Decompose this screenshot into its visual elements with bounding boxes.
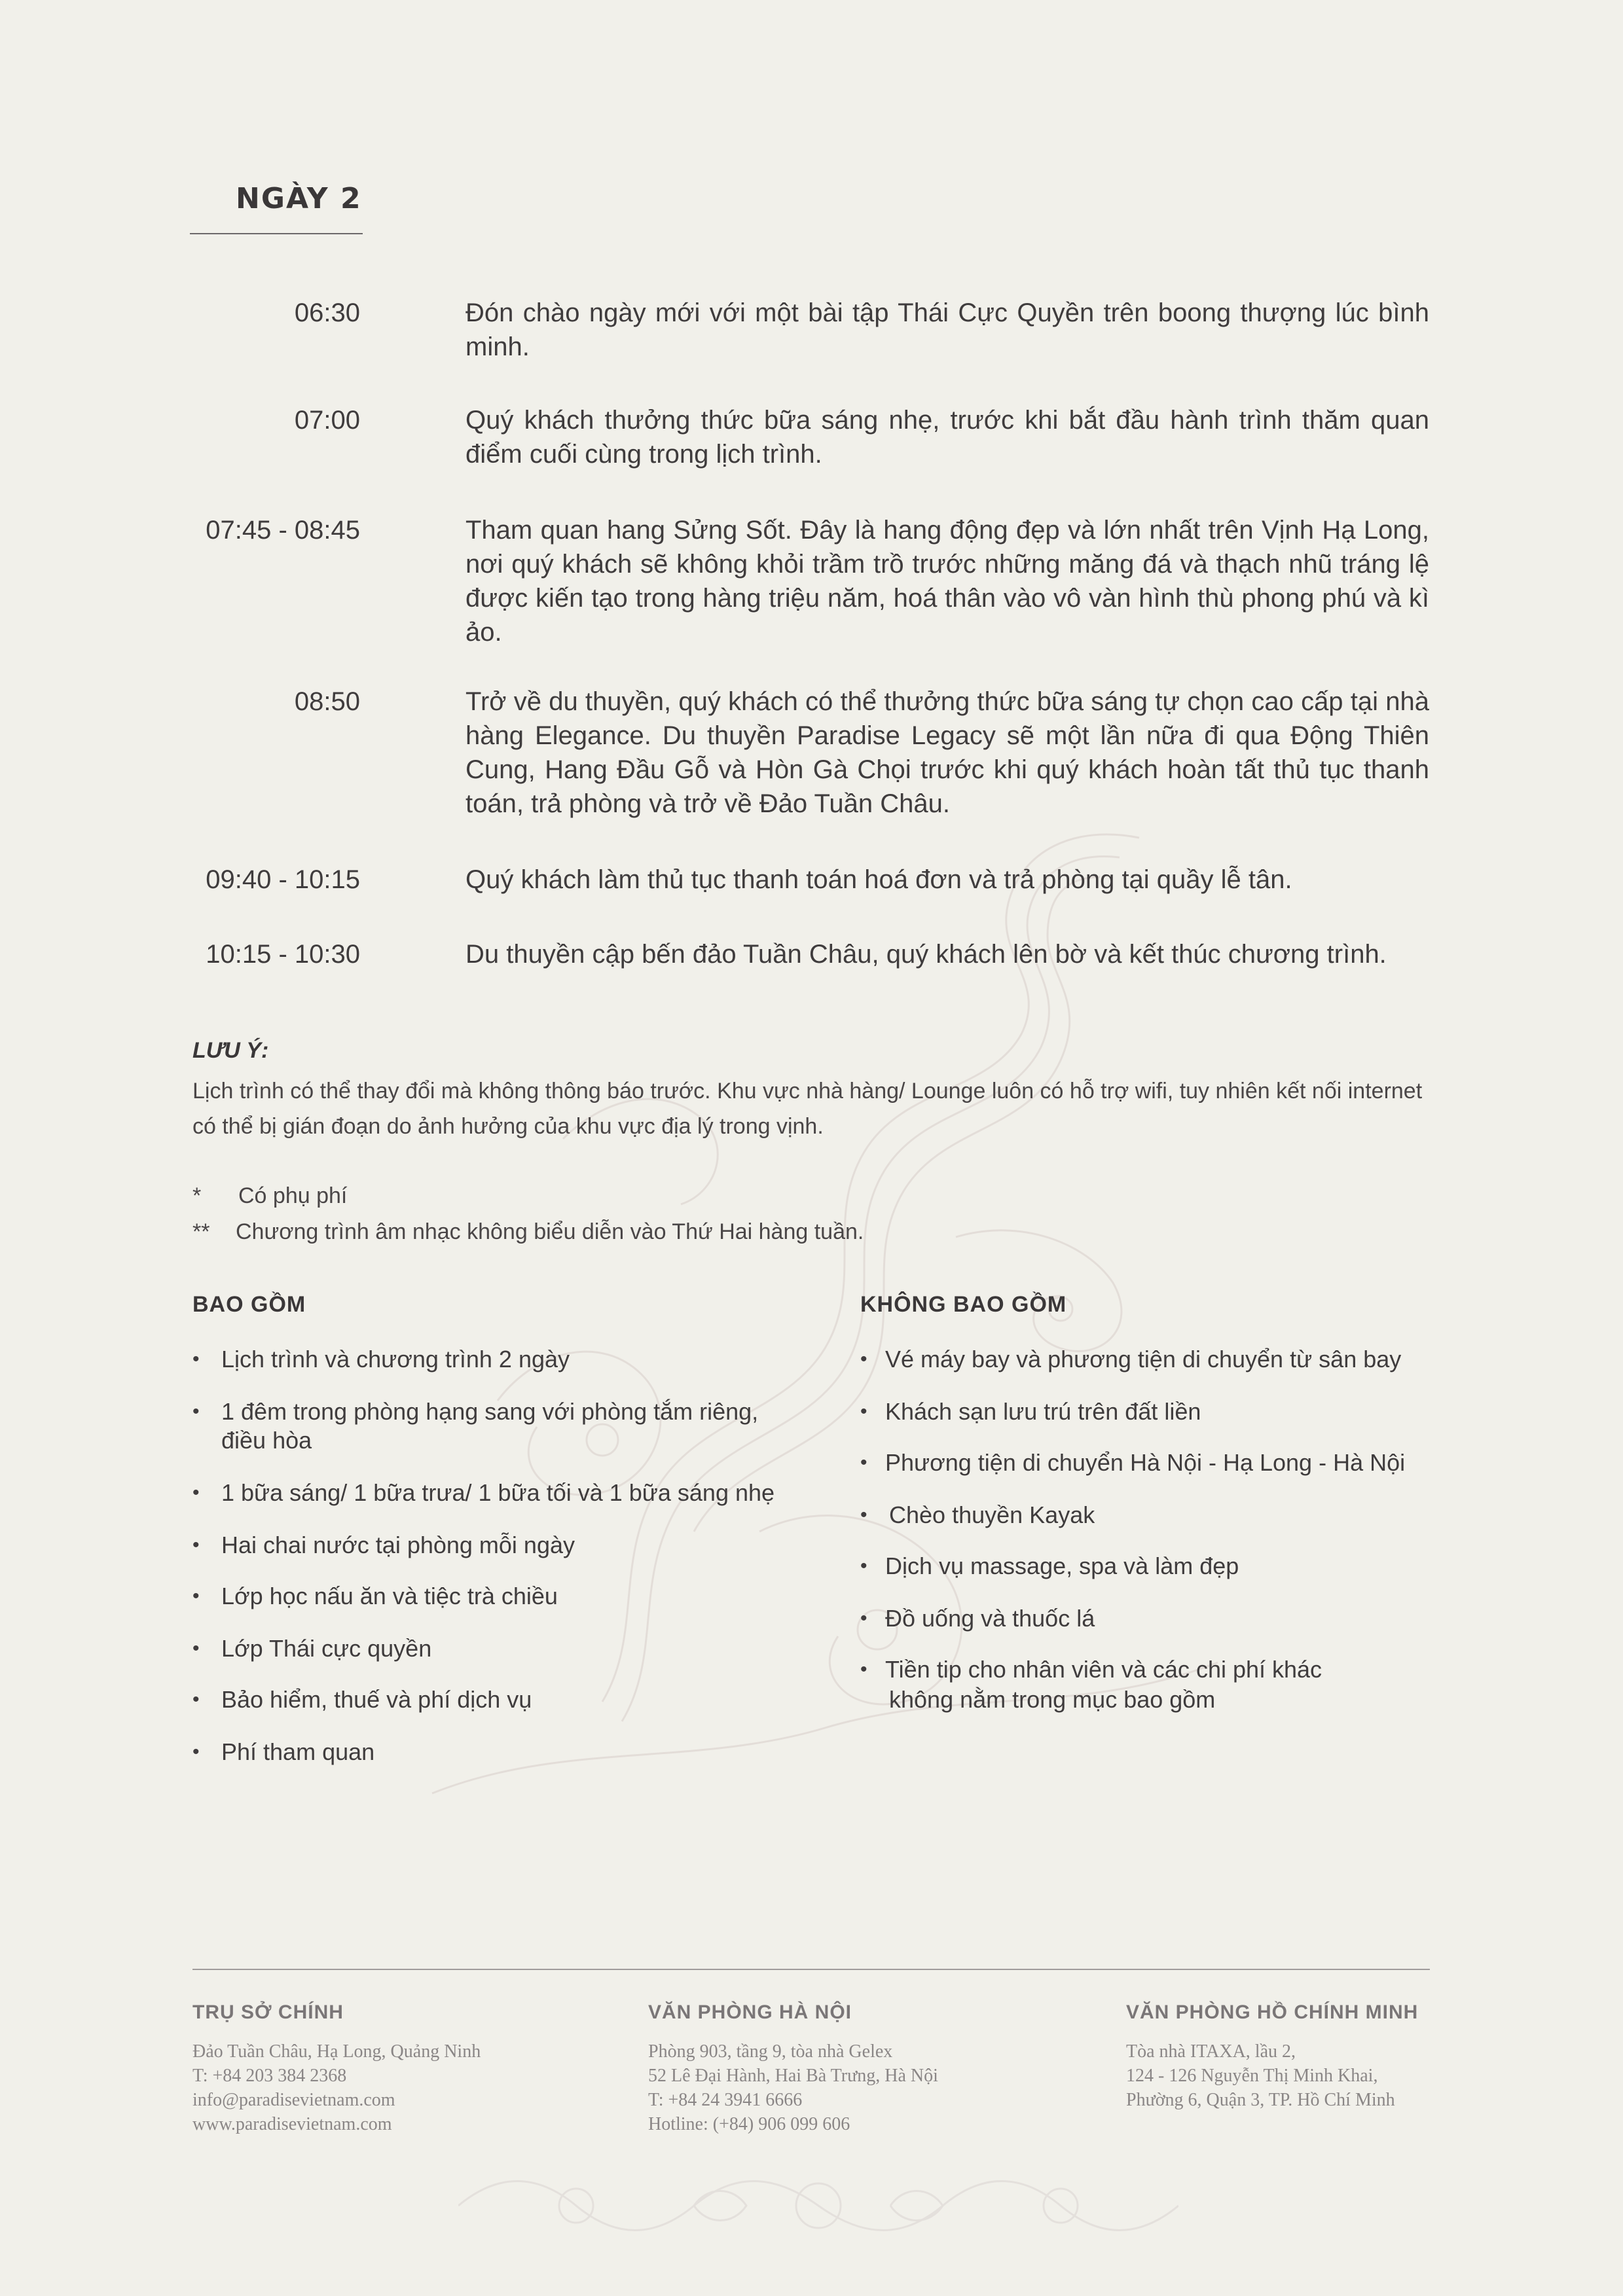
email-link[interactable]: info@paradisevietnam.com bbox=[192, 2090, 395, 2110]
title-divider bbox=[190, 233, 363, 234]
itinerary-page: NGÀY 2 06:30 Đón chào ngày mới với một bài tập Thái Cực Quyền trên boong thượng lúc bình minh. 07:00 Quý khách thưởng thức bữa sáng nhẹ, trước khi bắt đầu hành trình thăm quan điểm cuối cùng trong lịch trình. 07:45 - 08:45 Tham quan hang Sửng Sốt. Đây là hang động đẹp và lớn nhất trên Vịnh Hạ Long, nơi quý khách sẽ không khỏi trầm trồ trước những măng đá và thạch nhũ tráng lệ được kiến tạo trong hàng triệu năm, hoá thân vào vô vàn hình thù phong phú và kì ảo. 08:50 Trở về du thuyền, quý khách có thể thưởng thức bữa sáng tự chọn cao cấp tại nhà hàng Elegance. Du thuyền Paradise Legacy sẽ một lần nữa đi qua Động Thiên Cung, Hang Đầu Gỗ và Hòn Gà Chọi trước khi quý khách hoàn tất thủ tục thanh toán, trả phòng và trở về Đảo Tuần Châu. 09:40 - 10:15 Quý khách làm thủ tục thanh toán hoá đơn và trả phòng tại quầy lễ tân. 10:15 - 10:30 Du thuyền cập bến đảo Tuần Châu, quý khách lên bờ và kết thúc chương trình. LƯU Ý: Lịch trình có thể thay đổi mà không thông báo trước. Khu vực nhà hàng/ Lounge luôn có hỗ trợ wifi, tuy nhiên kết nối internet có thể bị gián đoạn do ảnh hưởng của khu vực địa lý trong vịnh. * Có phụ phí ** Chương trình âm nhạc không biểu diễn vào Thứ Hai hàng tuần. BAO GỒM • Lịch trình và chương trình 2 ngày • 1 đêm trong phòng hạng sang với phòng tắm riêng, điều hòa • 1 bữa sáng/ 1 bữa trưa/ 1 bữa tối và 1 bữa sáng nhẹ • Hai chai nước tại phòng mỗi ngày • Lớp học nấu ăn và tiệc trà chiều • Lớp Thái cực quyền • Bảo hiểm, thuế và phí dịch vụ • Phí tham quan KHÔNG BAO GỒM • Vé máy bay và phương tiện di chuyển từ sân bay • Khách sạn lưu trú trên đất liền • Phương tiện di chuyển Hà Nội - Hạ Long - Hà Nội • Chèo thuyền Kayak • Dịch vụ massage, spa và làm đẹp • Đồ uống và thuốc lá • Tiền tip cho nhân viên và các chi phí khác không nằm trong mục bao gồm TRỤ SỞ CHÍNH Đảo Tuần Châu, Hạ Long, Quảng Ninh T: +84 203 384 2368 info@paradisevietnam.com www.paradisevietnam.com VĂN PHÒNG HÀ NỘI Phòng 903, tầng 9, tòa nhà Gelex 52 Lê Đại Hành, Hai Bà Trưng, Hà Nội T: +84 24 3941 6666 Hotline: (+84) 906 099 606 VĂN PHÒNG HỒ CHÍNH MINH Tòa nhà ITAXA, lầu 2, 124 - 126 Nguyễn Thị Minh Khai, Phường 6, Quận 3, TP. Hồ Chí Minh bbox=[0, 0, 1623, 2296]
bullet: • bbox=[860, 1659, 867, 1680]
note-text: Lịch trình có thể thay đổi mà không thông báo trước. Khu vực nhà hàng/ Lounge luôn có hỗ trợ wifi, tuy nhiên kết nối internet có thể bị gián đoạn do ảnh hưởng của khu vực địa lý trong vịnh. bbox=[192, 1079, 1423, 1139]
schedule-time: 08:50 bbox=[294, 687, 360, 716]
website-link[interactable]: www.paradisevietnam.com bbox=[192, 2114, 392, 2134]
address-line: Phòng 903, tầng 9, tòa nhà Gelex bbox=[648, 2041, 893, 2062]
day-title: NGÀY 2 bbox=[236, 182, 362, 215]
footnote-text: Có phụ phí bbox=[238, 1183, 348, 1208]
floral-border-ornament bbox=[458, 2160, 1178, 2245]
schedule-time: 07:00 bbox=[294, 406, 360, 435]
bullet: • bbox=[860, 1348, 867, 1370]
schedule-time: 10:15 - 10:30 bbox=[206, 940, 360, 969]
footnote-mark: * bbox=[192, 1183, 202, 1208]
address-line: 52 Lê Đại Hành, Hai Bà Trưng, Hà Nội bbox=[648, 2066, 938, 2086]
footer-hanoi-office bbox=[648, 2001, 938, 2136]
footer-divider bbox=[192, 1969, 1430, 1970]
phone: T: +84 24 3941 6666 bbox=[648, 2090, 803, 2110]
schedule-description: Tham quan hang Sửng Sốt. Đây là hang động đẹp và lớn nhất trên Vịnh Hạ Long, nơi quý khách sẽ không khỏi trầm trồ trước những măng đá và thạch nhũ tráng lệ được kiến tạo trong hàng triệu năm, hoá thân vào vô vàn hình thù phong phú và kì ảo. bbox=[465, 516, 1429, 647]
schedule-description: Trở về du thuyền, quý khách có thể thưởng thức bữa sáng tự chọn cao cấp tại nhà hàng Elegance. Du thuyền Paradise Legacy sẽ một lần nữa đi qua Động Thiên Cung, Hang Đầu Gỗ và Hòn Gà Chọi trước khi quý khách hoàn tất thủ tục thanh toán, trả phòng và trở về Đảo Tuần Châu. bbox=[465, 687, 1429, 818]
schedule-description: Du thuyền cập bến đảo Tuần Châu, quý khách lên bờ và kết thúc chương trình. bbox=[465, 940, 1387, 969]
footer-title: VĂN PHÒNG HÀ NỘI bbox=[648, 2001, 852, 2023]
included-title: BAO GỒM bbox=[192, 1292, 306, 1317]
bullet: • bbox=[192, 1348, 200, 1370]
address-line: Đảo Tuần Châu, Hạ Long, Quảng Ninh bbox=[192, 2041, 481, 2062]
hotline: Hotline: (+84) 906 099 606 bbox=[648, 2114, 850, 2134]
bullet: • bbox=[860, 1401, 867, 1422]
bullet: • bbox=[192, 1401, 200, 1422]
address-line: Tòa nhà ITAXA, lầu 2, bbox=[1126, 2041, 1296, 2062]
excluded-title: KHÔNG BAO GỒM bbox=[860, 1292, 1067, 1317]
address-line: 124 - 126 Nguyễn Thị Minh Khai, bbox=[1126, 2066, 1378, 2086]
bullet: • bbox=[192, 1638, 200, 1659]
bullet: • bbox=[860, 1607, 867, 1629]
bullet: • bbox=[860, 1504, 867, 1526]
bullet: • bbox=[860, 1452, 867, 1473]
schedule-description: Quý khách làm thủ tục thanh toán hoá đơn và trả phòng tại quầy lễ tân. bbox=[465, 865, 1292, 894]
schedule-description: Đón chào ngày mới với một bài tập Thái Cực Quyền trên boong thượng lúc bình minh. bbox=[465, 298, 1429, 361]
bullet: • bbox=[192, 1689, 200, 1710]
phone: T: +84 203 384 2368 bbox=[192, 2066, 347, 2086]
schedule-time: 07:45 - 08:45 bbox=[206, 516, 360, 545]
bullet: • bbox=[192, 1741, 200, 1763]
footer-title: VĂN PHÒNG HỒ CHÍNH MINH bbox=[1126, 2001, 1419, 2023]
schedule-description: Quý khách thưởng thức bữa sáng nhẹ, trước khi bắt đầu hành trình thăm quan điểm cuối cùng trong lịch trình. bbox=[465, 406, 1429, 469]
note-label: LƯU Ý: bbox=[192, 1038, 269, 1063]
footer-head-office bbox=[192, 2001, 481, 2136]
bullet: • bbox=[192, 1482, 200, 1503]
address-line: Phường 6, Quận 3, TP. Hồ Chí Minh bbox=[1126, 2090, 1395, 2110]
footer-title: TRỤ SỞ CHÍNH bbox=[192, 2001, 344, 2023]
bullet: • bbox=[192, 1585, 200, 1607]
schedule-time: 09:40 - 10:15 bbox=[206, 865, 360, 894]
bullet: • bbox=[860, 1555, 867, 1577]
footnote-mark: ** bbox=[192, 1219, 210, 1244]
schedule-time: 06:30 bbox=[294, 298, 360, 327]
bullet: • bbox=[192, 1534, 200, 1556]
footer-hcm-office bbox=[1126, 2001, 1418, 2112]
footnote-text: Chương trình âm nhạc không biểu diễn vào Thứ Hai hàng tuần. bbox=[236, 1219, 864, 1244]
